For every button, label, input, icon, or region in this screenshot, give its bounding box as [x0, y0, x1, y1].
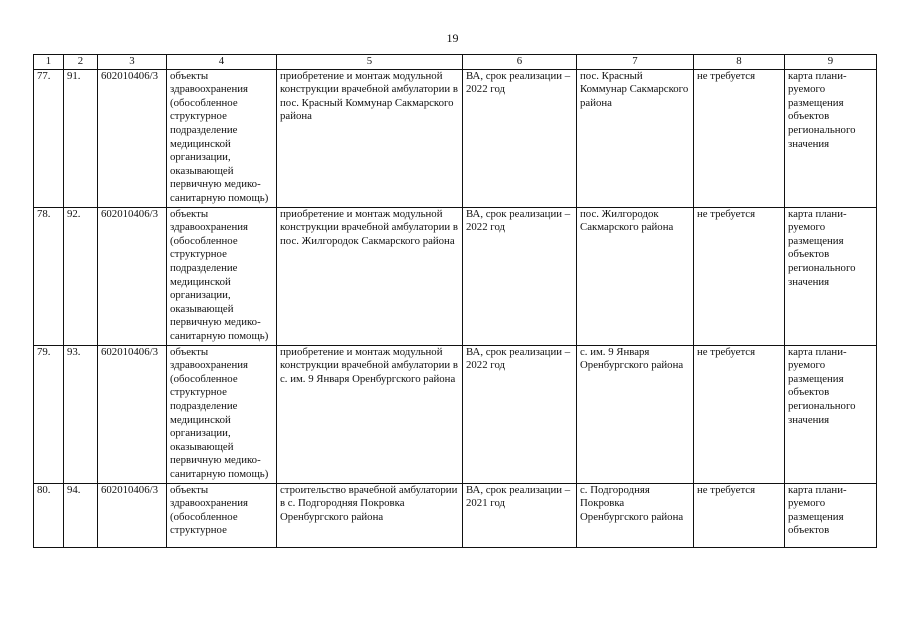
map-reference-text: карта плани-руемого размещения объектов — [788, 483, 847, 537]
row-index-cell: 78. — [34, 207, 64, 345]
zone-cell: не требуется — [694, 207, 785, 345]
column-header-2: 2 — [64, 55, 98, 70]
description-cell: приобретение и монтаж модульной конструкции врачебной амбулатории в пос. Жилгородок Сакмарского района — [277, 207, 463, 345]
column-header-4: 4 — [167, 55, 277, 70]
row-index-cell: 80. — [34, 483, 64, 547]
location-cell: пос. Красный Коммунар Сакмарского района — [577, 69, 694, 207]
map-reference-cell: карта плани-руемого размещения объектов регионального значения — [785, 69, 877, 207]
map-reference-cell — [785, 483, 877, 547]
characteristics-cell: ВА, срок реализации – 2022 год — [463, 345, 577, 483]
location-cell: с. Подгородняя Покровка Оренбургского района — [577, 483, 694, 547]
column-header-5: 5 — [277, 55, 463, 70]
objects-table — [33, 54, 877, 548]
code-cell: 602010406/3 — [98, 207, 167, 345]
table-row — [34, 483, 877, 547]
row-number-cell: 94. — [64, 483, 98, 547]
object-type-cell — [167, 483, 277, 547]
object-type-cell: объекты здравоохранения (обособленное структурное подразделение медицинской организации, оказывающей первичную медико-санитарную помощь) — [167, 207, 277, 345]
column-header-7: 7 — [577, 55, 694, 70]
row-number-cell: 91. — [64, 69, 98, 207]
row-number-cell: 93. — [64, 345, 98, 483]
column-header-1: 1 — [34, 55, 64, 70]
object-type-cell: объекты здравоохранения (обособленное структурное подразделение медицинской организации, оказывающей первичную медико-санитарную помощь) — [167, 345, 277, 483]
characteristics-cell: ВА, срок реализации – 2022 год — [463, 207, 577, 345]
location-cell: с. им. 9 Января Оренбургского района — [577, 345, 694, 483]
object-type-cell: объекты здравоохранения (обособленное структурное подразделение медицинской организации, оказывающей первичную медико-санитарную помощь) — [167, 69, 277, 207]
table-row — [34, 207, 877, 345]
column-header-9: 9 — [785, 55, 877, 70]
code-cell: 602010406/3 — [98, 69, 167, 207]
column-header-8: 8 — [694, 55, 785, 70]
characteristics-cell: ВА, срок реализации – 2022 год — [463, 69, 577, 207]
map-reference-cell: карта плани-руемого размещения объектов регионального значения — [785, 207, 877, 345]
object-type-text: объекты здравоохранения (обособленное структурное — [170, 483, 248, 537]
table-row — [34, 69, 877, 207]
map-reference-cell: карта плани-руемого размещения объектов регионального значения — [785, 345, 877, 483]
row-index-cell: 79. — [34, 345, 64, 483]
description-cell: приобретение и монтаж модульной конструкции врачебной амбулатории в с. им. 9 Января Оренбургского района — [277, 345, 463, 483]
zone-cell: не требуется — [694, 483, 785, 547]
column-header-3: 3 — [98, 55, 167, 70]
zone-cell: не требуется — [694, 345, 785, 483]
description-cell: строительство врачебной амбулатории в с. Подгородняя Покровка Оренбургского района — [277, 483, 463, 547]
page-number: 19 — [446, 31, 459, 45]
location-cell: пос. Жилгородок Сакмарского района — [577, 207, 694, 345]
zone-cell: не требуется — [694, 69, 785, 207]
row-index-cell: 77. — [34, 69, 64, 207]
column-header-6: 6 — [463, 55, 577, 70]
row-number-cell: 92. — [64, 207, 98, 345]
code-cell: 602010406/3 — [98, 483, 167, 547]
column-number-row — [34, 55, 877, 70]
code-cell: 602010406/3 — [98, 345, 167, 483]
table-row — [34, 345, 877, 483]
description-cell: приобретение и монтаж модульной конструкции врачебной амбулатории в пос. Красный Коммунар Сакмарского района — [277, 69, 463, 207]
characteristics-cell: ВА, срок реализации – 2021 год — [463, 483, 577, 547]
